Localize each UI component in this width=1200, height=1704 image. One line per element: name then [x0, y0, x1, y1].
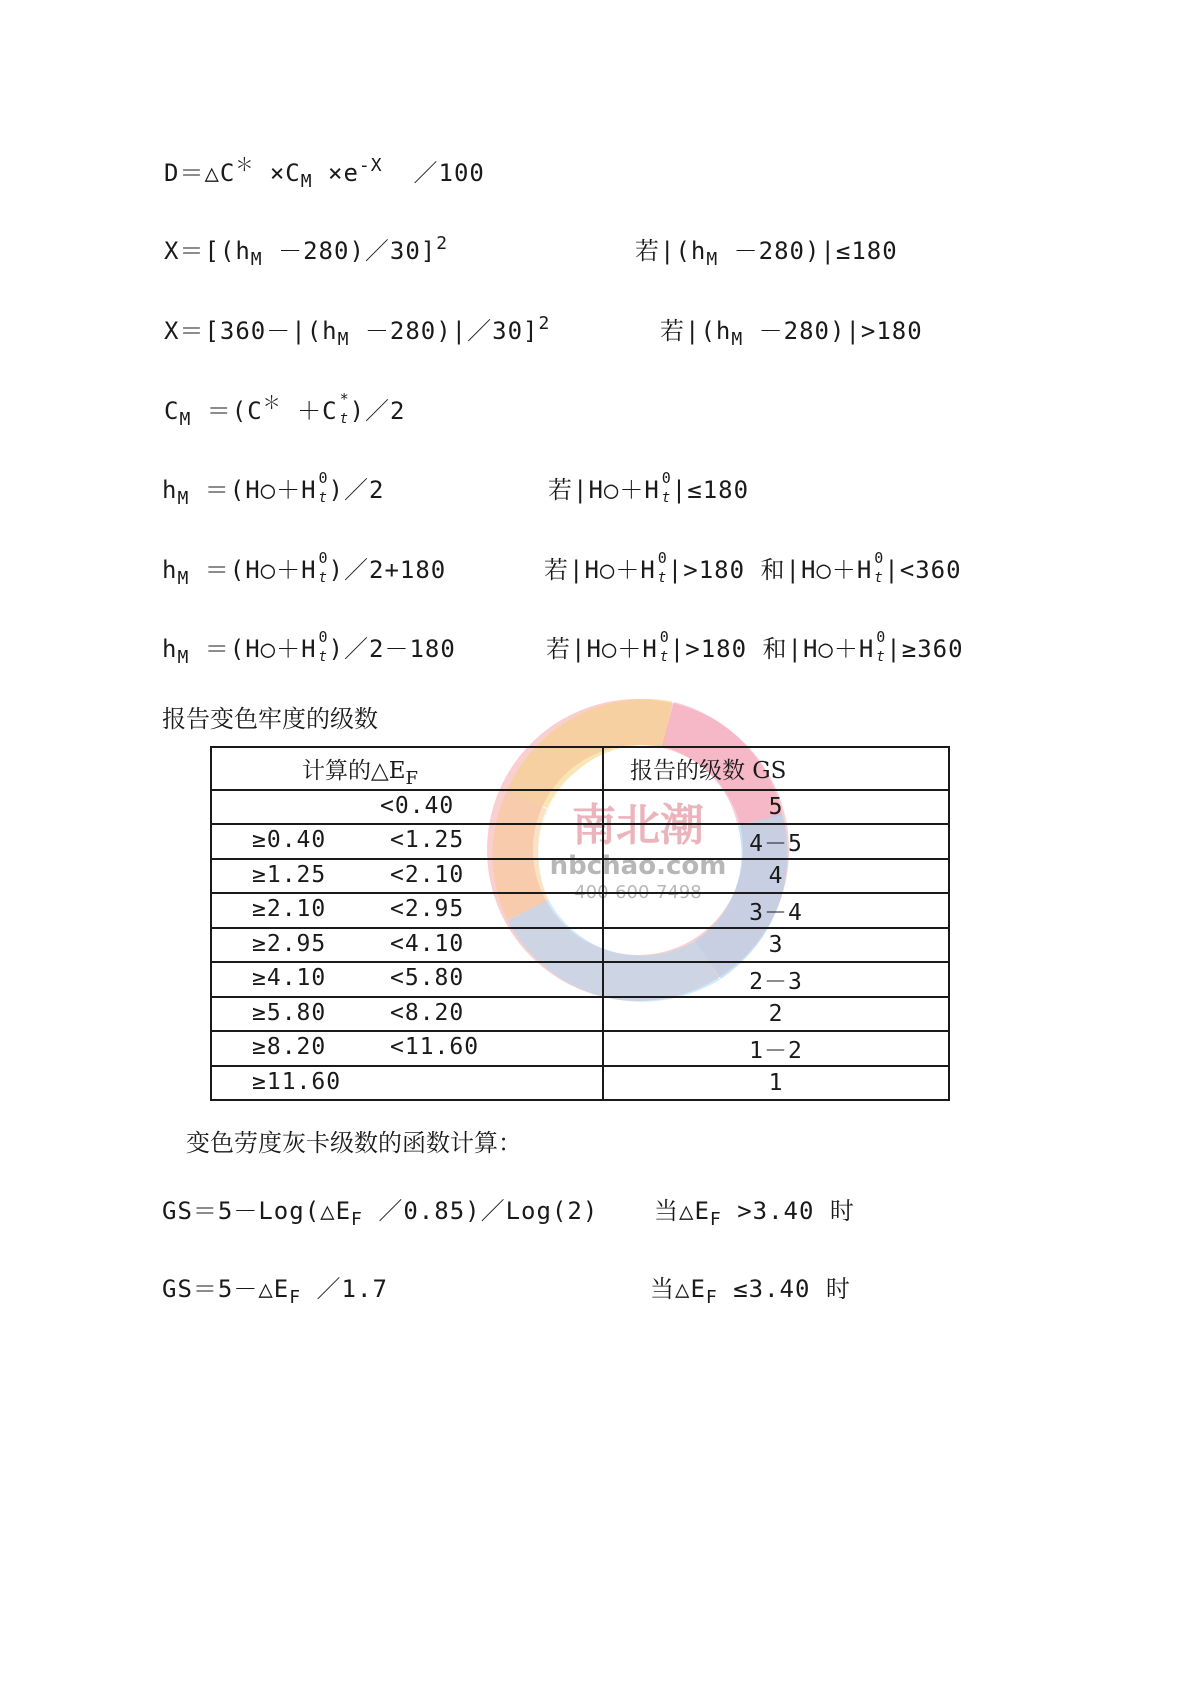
formula-text: h [162, 476, 178, 504]
formula-stack [317, 549, 329, 586]
formula-text: ＝(H○＋H [204, 635, 317, 663]
formula-sub: M [177, 568, 190, 589]
condition-text: 当△E [650, 1275, 706, 1303]
condition-text: 若|(h [635, 237, 707, 265]
grade-cell [603, 893, 949, 928]
formula-text: ＝(C [206, 397, 263, 425]
condition-text: 当△E [654, 1197, 710, 1225]
range-lower-bound: ≥2.95 [252, 931, 327, 957]
formula-text: GS＝5－△E [162, 1275, 290, 1303]
formula-sub: M [337, 329, 350, 350]
range-upper-bound: <2.10 [390, 862, 465, 888]
delta-e-range-cell [211, 824, 603, 859]
grade-value: 5 [768, 794, 784, 820]
formula-text: ＝(H○＋H [204, 476, 317, 504]
condition-text: |<360 [884, 556, 962, 584]
grade-cell [603, 1031, 949, 1066]
formula-sup: -X [358, 155, 383, 176]
condition-text: 若|H○＋H [546, 635, 658, 663]
condition-stack [658, 628, 670, 665]
range-upper-bound: <5.80 [390, 965, 465, 991]
section-title: 报告变色牢度的级数 [162, 705, 378, 733]
header-sub: F [405, 768, 418, 789]
formula-hm-3 [162, 628, 456, 668]
formula-text: h [162, 556, 178, 584]
stack-bottom: t [657, 570, 668, 586]
grade-value: 3 [768, 932, 784, 958]
formula-text: )／2 [349, 397, 406, 425]
header-text: 计算的△E [302, 758, 406, 784]
grade-value: 3－4 [749, 900, 803, 926]
grade-cell [603, 790, 949, 824]
condition-text: |>180 和|H○＋H [669, 635, 875, 663]
formula-sup: ＊ [235, 155, 255, 176]
range-upper-bound: <4.10 [390, 931, 465, 957]
formula-d [164, 155, 485, 192]
formula-hm-3-condition [546, 628, 964, 665]
table-row [211, 1031, 949, 1066]
stack-top: 0 [318, 469, 329, 487]
condition-text: ≤3.40 时 [733, 1275, 851, 1303]
stack-bottom: t [659, 649, 670, 665]
formula-stack [338, 390, 350, 427]
table-row [211, 962, 949, 997]
formula-text: ×C [269, 159, 301, 187]
formula-text: －280)／30] [278, 237, 437, 265]
grade-cell [603, 1066, 949, 1100]
stack-bottom: t [318, 570, 328, 586]
function-title: 变色劳度灰卡级数的函数计算： [186, 1129, 522, 1157]
formula-sub: M [177, 647, 190, 668]
range-upper-bound: <0.40 [380, 793, 455, 819]
condition-text: |≤180 [671, 476, 750, 504]
formula-sub: M [177, 488, 190, 509]
formula-sub: M [300, 171, 313, 192]
formula-text: C [164, 397, 180, 425]
watermark-brand-en: nbchao.com [549, 851, 727, 881]
condition-text: |≥360 [886, 635, 964, 663]
table-row [211, 928, 949, 962]
grade-value: 1 [768, 1070, 784, 1096]
header-cell-gs [603, 747, 949, 790]
stack-top: 0 [874, 549, 885, 567]
table-row [211, 859, 949, 893]
stack-bottom: t [874, 570, 884, 586]
table-header-row [211, 747, 949, 790]
grade-value: 2 [768, 1001, 784, 1027]
formula-x1-condition [635, 236, 898, 270]
condition-text: －280)|>180 [758, 317, 923, 345]
table-row [211, 824, 949, 859]
stack-top: 0 [659, 628, 670, 646]
grade-table [210, 746, 950, 1101]
formula-text: －280)|／30] [364, 317, 539, 345]
stack-top: 0 [661, 469, 672, 487]
gs-formula-2 [162, 1274, 388, 1308]
table-row [211, 1066, 949, 1100]
condition-text: >3.40 时 [737, 1197, 855, 1225]
formula-sub: F [289, 1287, 302, 1308]
range-lower-bound: ≥2.10 [252, 896, 327, 922]
formula-x1 [164, 233, 449, 270]
grade-value: 4 [768, 863, 784, 889]
stack-top: 0 [318, 549, 329, 567]
formula-sup: ＊ [262, 393, 282, 414]
delta-e-range-cell [211, 1031, 603, 1066]
formula-hm-1-condition [548, 469, 750, 506]
table-row [211, 997, 949, 1031]
stack-top: 0 [876, 628, 887, 646]
formula-text: ／100 [413, 159, 485, 187]
grade-value: 1－2 [749, 1038, 803, 1064]
range-lower-bound: ≥1.25 [252, 862, 327, 888]
condition-stack [872, 549, 885, 586]
formula-sup: 2 [538, 313, 551, 334]
stack-top: 0 [657, 549, 668, 567]
delta-e-range-cell [211, 859, 603, 893]
formula-text: )／2－180 [328, 635, 456, 663]
formula-stack [317, 628, 329, 665]
stack-bottom: t [876, 649, 886, 665]
header-text: 报告的级数 GS [630, 758, 787, 784]
formula-cm [164, 390, 406, 430]
formula-text: D＝△C [164, 159, 236, 187]
range-upper-bound: <1.25 [390, 827, 465, 853]
gs-formula-2-condition [650, 1274, 851, 1308]
grade-cell [603, 962, 949, 997]
stack-bottom: t [318, 490, 328, 506]
range-lower-bound: ≥8.20 [252, 1034, 327, 1060]
grade-value: 2－3 [749, 969, 803, 995]
delta-e-range-cell [211, 790, 603, 824]
delta-e-range-cell [211, 928, 603, 962]
condition-sub: M [731, 329, 744, 350]
stack-bottom: t [318, 649, 328, 665]
formula-text: h [162, 635, 178, 663]
formula-text: ／0.85)／Log(2) [378, 1197, 599, 1225]
range-upper-bound: <11.60 [390, 1034, 480, 1060]
condition-text: －280)|≤180 [733, 237, 898, 265]
condition-sub: F [705, 1287, 718, 1308]
formula-text: X＝[(h [164, 237, 251, 265]
condition-text: 若|H○＋H [548, 476, 660, 504]
gs-formula-1 [162, 1196, 599, 1230]
delta-e-range-cell [211, 893, 603, 928]
grade-value: 4－5 [749, 831, 803, 857]
delta-e-range-cell [211, 997, 603, 1031]
formula-text: )／2+180 [328, 556, 447, 584]
formula-sub: M [179, 409, 192, 430]
range-lower-bound: ≥4.10 [252, 965, 327, 991]
formula-text: )／2 [328, 476, 385, 504]
grade-cell [603, 824, 949, 859]
table-row [211, 790, 949, 824]
formula-hm-2 [162, 549, 447, 589]
grade-cell [603, 997, 949, 1031]
formula-hm-1 [162, 469, 385, 509]
watermark-brand-cn: 南北潮 [572, 800, 704, 851]
delta-e-range-cell [211, 1066, 603, 1100]
formula-sub: M [250, 249, 263, 270]
formula-sub: F [351, 1209, 363, 1230]
formula-hm-2-condition [544, 549, 962, 586]
formula-x2-condition [660, 316, 923, 350]
stack-top: * [339, 390, 350, 408]
table-row [211, 893, 949, 928]
range-lower-bound: ≥11.60 [252, 1069, 342, 1095]
formula-text: X＝[360－|(h [164, 317, 338, 345]
header-cell-delta-e [211, 747, 603, 790]
condition-text: 若|(h [660, 317, 732, 345]
watermark-phone: 400-600-7498 [574, 882, 702, 903]
grade-cell [603, 928, 949, 962]
formula-text: ／1.7 [316, 1275, 388, 1303]
condition-stack [874, 628, 887, 665]
formula-sup: 2 [436, 233, 449, 254]
formula-x2 [164, 313, 551, 350]
condition-sub: M [706, 249, 719, 270]
range-lower-bound: ≥5.80 [252, 1000, 327, 1026]
condition-stack [656, 549, 668, 586]
stack-bottom: t [661, 490, 672, 506]
formula-text: ＝(H○＋H [204, 556, 317, 584]
condition-sub: F [709, 1209, 722, 1230]
range-upper-bound: <2.95 [390, 896, 465, 922]
range-lower-bound: ≥0.40 [252, 827, 327, 853]
delta-e-range-cell [211, 962, 603, 997]
formula-text: ＋C [297, 397, 338, 425]
condition-text: |>180 和|H○＋H [667, 556, 873, 584]
condition-text: 若|H○＋H [544, 556, 656, 584]
grade-cell [603, 859, 949, 893]
formula-text: GS＝5－Log(△E [162, 1197, 352, 1225]
range-upper-bound: <8.20 [390, 1000, 465, 1026]
formula-text: ×e [328, 159, 359, 187]
stack-bottom: t [339, 411, 349, 427]
stack-top: 0 [318, 628, 329, 646]
condition-stack [660, 469, 672, 506]
formula-stack [317, 469, 329, 506]
gs-formula-1-condition [654, 1196, 855, 1230]
